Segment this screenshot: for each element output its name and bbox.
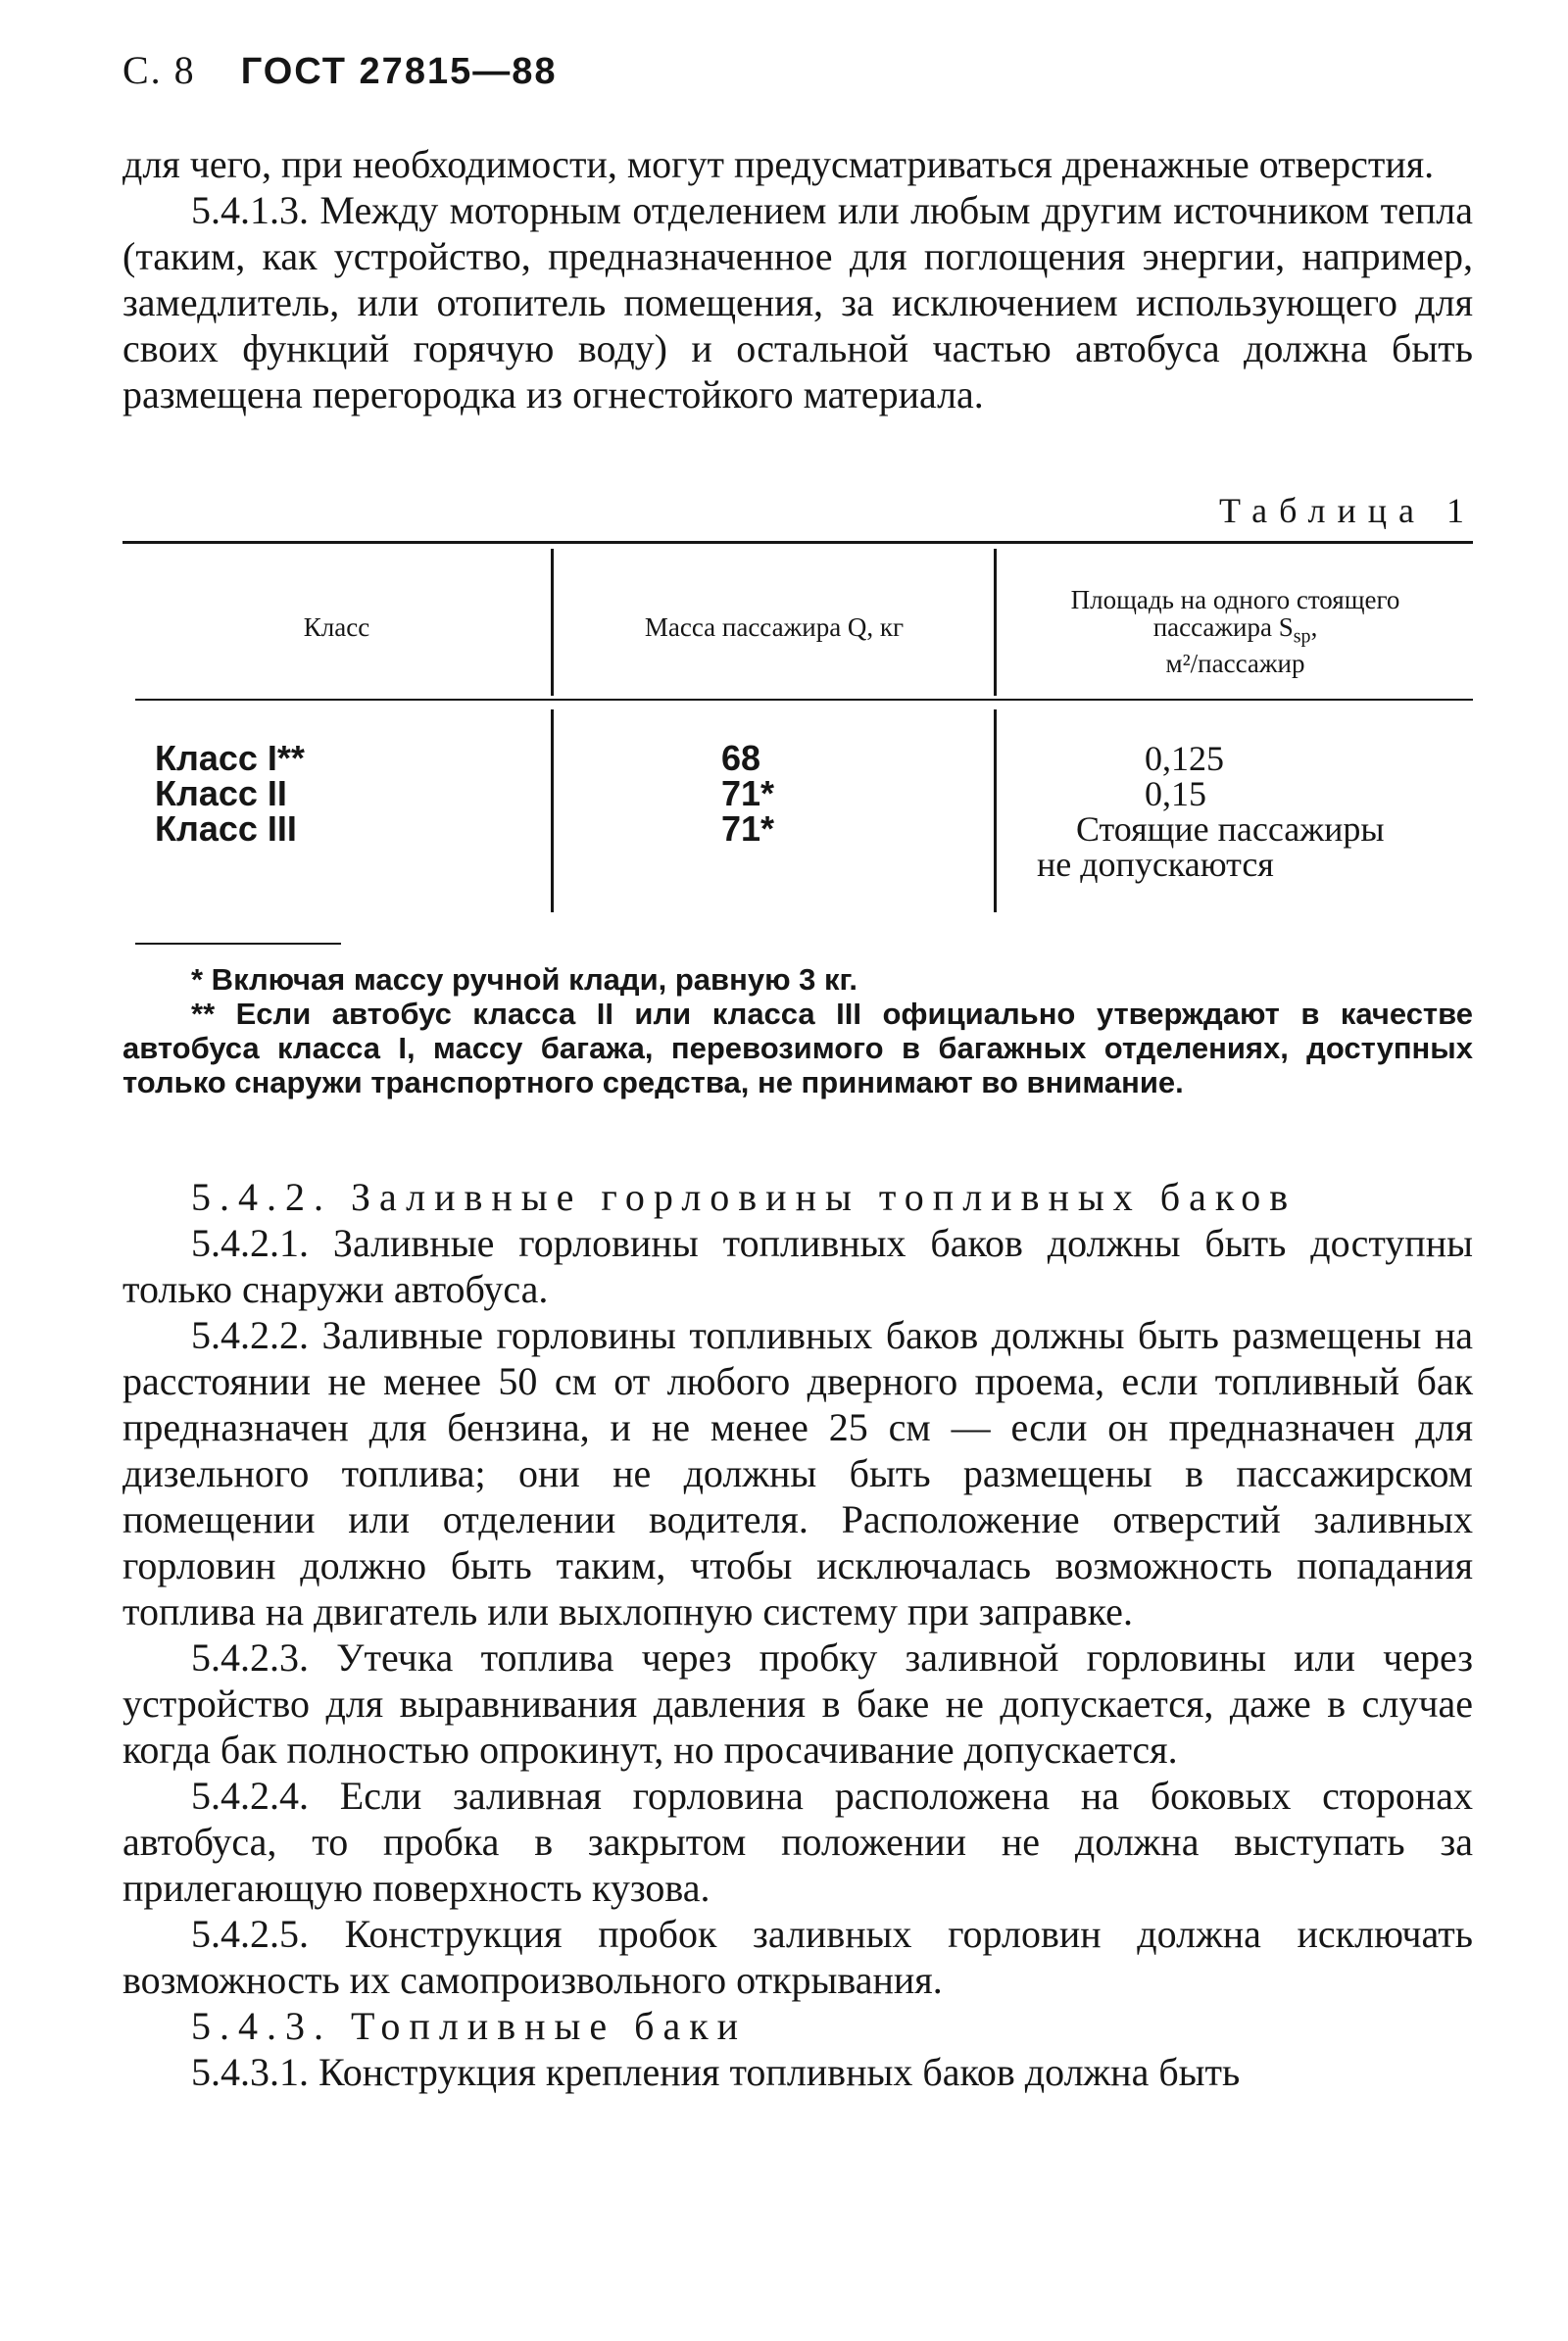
paragraph-5-4-3-1: 5.4.3.1. Конструкция крепления топливных баков должна быть bbox=[191, 2050, 1241, 2094]
row-class: Класс III bbox=[155, 808, 297, 849]
paragraph-5-4-2-2: 5.4.2.2. Заливные горловины топливных баков должны быть размещены на расстоянии не менее 50 см от любого дверного проема, если топливный бак предназначен для бензина, и не менее 25 см — если он предназначен для дизельного топлива; они не должны быть размещены в пассажирском помещении или отделении водителя. Расположение отверстий заливных горловин должно быть таким, чтобы исключалась возможность попадания топлива на двигатель или выхлопную систему при заправке. bbox=[122, 1313, 1473, 1634]
row-class: Класс II bbox=[155, 773, 287, 813]
table-divider-1-body bbox=[551, 709, 554, 912]
table-divider-2-body bbox=[994, 709, 997, 912]
paragraph-5-4-2-5: 5.4.2.5. Конструкция пробок заливных горловин должна исключать возможность их самопроизвольного открывания. bbox=[122, 1912, 1473, 2002]
table-caption: Таблица 1 bbox=[1219, 491, 1476, 530]
table-header-class: Класс bbox=[303, 612, 370, 642]
table-header-mass: Масса пассажира Q, кг bbox=[644, 612, 905, 642]
table-divider-1 bbox=[551, 549, 554, 696]
row-area: Стоящие пассажиры bbox=[1076, 809, 1385, 849]
row-mass: 68 bbox=[721, 738, 761, 778]
paragraph-5-4-1-3: 5.4.1.3. Между моторным отделением или любым другим источником тепла (таким, как устройство, предназначенное для поглощения энергии, например, замедлитель, или отопитель помещения, за исключением использующего для своих функций горячую воду) и остальной частью автобуса должна быть размещена перегородка из огнестойкого материала. bbox=[122, 188, 1473, 416]
table-header-area: Площадь на одного стоящего пассажира $S_{sp}$, м²/пассажир bbox=[1070, 585, 1400, 679]
row-area: 0,125 bbox=[1145, 739, 1224, 778]
footnote-rule bbox=[135, 943, 341, 945]
footnote-2: ** Если автобус класса II или класса III официально утверждают в качестве автобуса класса I, массу багажа, перевозимого в багажных отделениях, доступных только снаружи транспортного средства, не принимают во внимание. bbox=[122, 997, 1473, 1099]
row-mass: 71* bbox=[721, 808, 775, 849]
row-mass: 71* bbox=[721, 773, 775, 813]
paragraph-5-4-2-3: 5.4.2.3. Утечка топлива через пробку заливной горловины или через устройство для выравнивания давления в баке не допускается, даже в случае когда бак полностью опрокинут, но просачивание допускается. bbox=[122, 1635, 1473, 1772]
paragraph-5-4-2-4: 5.4.2.4. Если заливная горловина расположена на боковых сторонах автобуса, то пробка в закрытом положении не должна выступать за прилегающую поверхность кузова. bbox=[122, 1774, 1473, 1910]
section-heading-5-4-3: 5.4.3. Топливные баки bbox=[191, 2004, 748, 2048]
table-divider-2 bbox=[994, 549, 997, 696]
row-area-continued: не допускаются bbox=[1037, 845, 1274, 884]
table-header-rule bbox=[135, 699, 1473, 701]
page-number: С. 8 bbox=[122, 48, 196, 92]
table-top-rule bbox=[122, 541, 1473, 544]
sections-block bbox=[122, 1174, 1473, 2095]
section-heading-5-4-2: 5.4.2. Заливные горловины топливных баков bbox=[191, 1175, 1298, 1219]
footnotes bbox=[122, 962, 1473, 1099]
page-header bbox=[122, 47, 558, 93]
intro-block bbox=[122, 141, 1473, 417]
row-class: Класс I** bbox=[155, 738, 305, 778]
continuation-paragraph: для чего, при необходимости, могут предусматриваться дренажные отверстия. bbox=[122, 142, 1435, 186]
footnote-1: * Включая массу ручной клади, равную 3 кг. bbox=[191, 962, 858, 997]
standard-title: ГОСТ 27815—88 bbox=[240, 51, 558, 92]
row-area: 0,15 bbox=[1145, 774, 1206, 813]
paragraph-5-4-2-1: 5.4.2.1. Заливные горловины топливных баков должны быть доступны только снаружи автобуса. bbox=[122, 1221, 1473, 1311]
